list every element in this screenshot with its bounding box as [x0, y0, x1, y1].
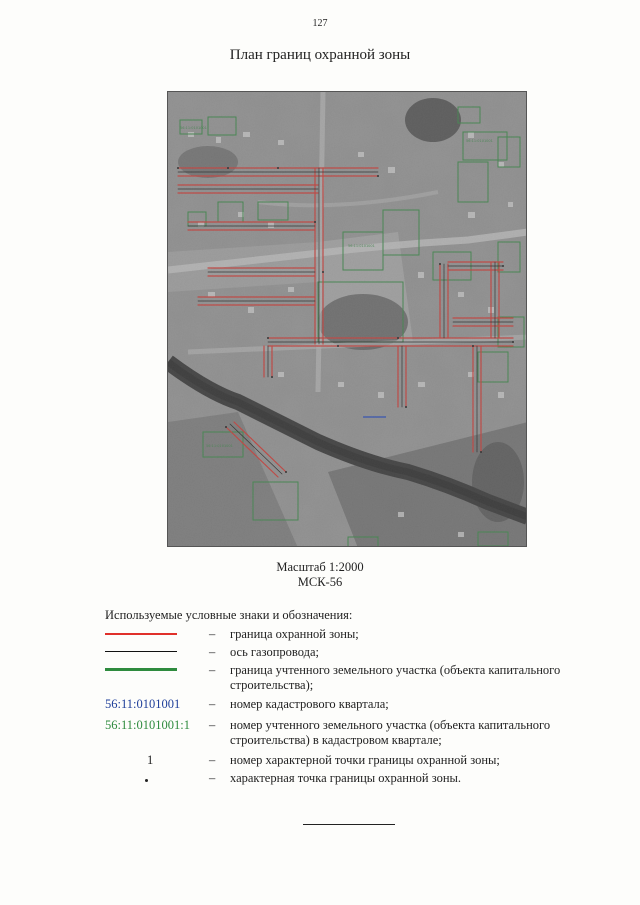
satellite-map — [167, 91, 527, 547]
black-line-symbol — [105, 651, 177, 652]
point-dot-symbol — [145, 779, 148, 782]
point-number-sample: 1 — [147, 753, 154, 767]
svg-text:56:11:0101001: 56:11:0101001 — [180, 126, 207, 130]
svg-text:56:11:0101001: 56:11:0101001 — [466, 139, 493, 143]
scale-label: Масштаб 1:2000 — [276, 560, 364, 574]
scale-block — [0, 560, 640, 590]
page-number: 127 — [312, 18, 328, 29]
map-canvas — [168, 92, 527, 547]
svg-text:56:11:0101001: 56:11:0101001 — [348, 244, 375, 248]
cadastral-quarter-sample: 56:11:0101001 — [105, 697, 181, 711]
coordinate-system: МСК-56 — [297, 575, 343, 589]
parcel-number-sample: 56:11:0101001:1 — [105, 718, 190, 732]
signature-line — [303, 824, 395, 825]
page-title: План границ охранной зоны — [229, 47, 411, 63]
svg-text:56:11:0101001: 56:11:0101001 — [206, 444, 233, 448]
red-line-symbol — [105, 633, 177, 635]
green-thick-line-symbol — [105, 668, 177, 671]
legend-title: Используемые условные знаки и обозначения: — [105, 608, 353, 622]
